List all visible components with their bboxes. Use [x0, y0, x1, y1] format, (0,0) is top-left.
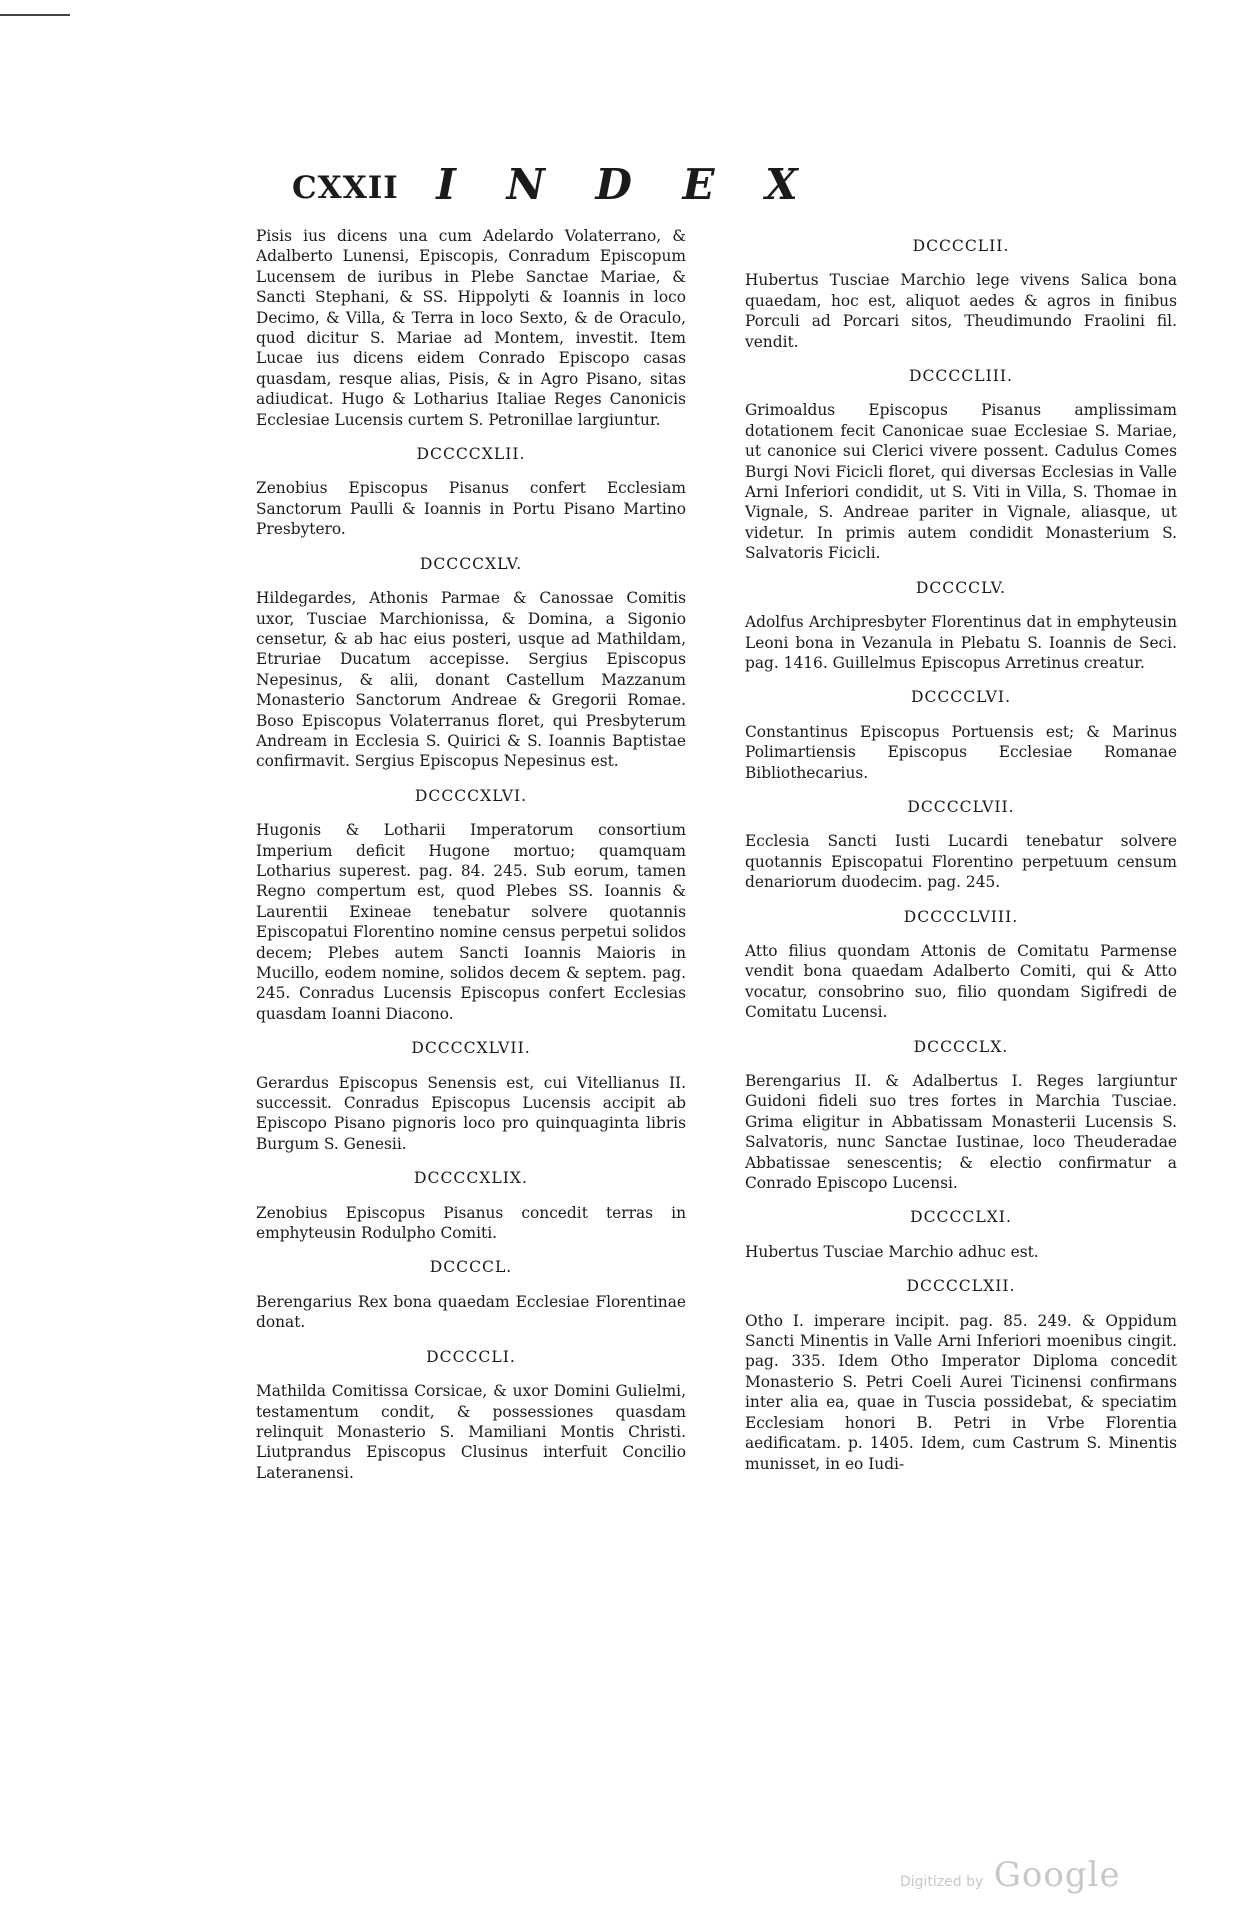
entry-number: DCCCCXLII. [416, 445, 526, 464]
page-number: CXXII [292, 170, 399, 206]
index-entry [745, 366, 1177, 564]
entry-text: Hugonis & Lotharii Imperatorum consortium Imperium deficit Hugone mortuo; quamquam Lotharius superest. pag. 84. 245. Sub eorum, tamen Regno compertum est, quod Plebes SS. Ioannis & Laurentii Exineae tenebatur solvere quotannis Episcopatui Florentino nomine census perpetui solidos decem; Plebes autem Sancti Ioannis Maioris in Mucillo, eodem nomine, solidos decem & septem. pag. 245. Conradus Lucensis Episcopus confert Ecclesias quasdam Ioanni Diacono. [256, 821, 686, 1023]
index-entry [256, 226, 686, 430]
index-entry [745, 907, 1177, 1023]
entry-text: Zenobius Episcopus Pisanus confert Ecclesiam Sanctorum Paulli & Ioannis in Portu Pisano Martino Presbytero. [256, 479, 686, 539]
entry-number: DCCCCLXII. [906, 1277, 1016, 1296]
page-title: I N D E X [436, 160, 816, 209]
index-entry [745, 797, 1177, 893]
entry-text: Berengarius Rex bona quaedam Ecclesiae Florentinae donat. [256, 1292, 686, 1332]
entry-text: Hubertus Tusciae Marchio lege vivens Salica bona quaedam, hoc est, aliquot aedes & agros in finibus Porculi ad Porcari sitos, Theudimundo Fraolini fil. vendit. [745, 271, 1177, 351]
entry-number: DCCCCXLIX. [414, 1169, 528, 1188]
index-entry [745, 1037, 1177, 1194]
entry-text: Berengarius II. & Adalbertus I. Reges largiuntur Guidoni fideli suo tres fortes in Marchia Tusciae. Grima eligitur in Abbatissam Monasterii Lucensis S. Salvatoris, nunc Sanctae Iustinae, loco Theuderadae Abbatissae senescentis; & electio confirmatur a Conrado Episcopo Lucensi. [745, 1072, 1177, 1193]
entry-number: DCCCCXLV. [419, 554, 523, 573]
index-entry [256, 554, 686, 772]
index-entry [256, 1038, 686, 1154]
entry-number: DCCCCLI. [426, 1347, 516, 1366]
entry-text: Gerardus Episcopus Senensis est, cui Vitellianus II. successit. Conradus Episcopus Lucensis accipit ab Episcopo Pisano pignoris loco pro quinquaginta libris Burgum S. Genesii. [256, 1073, 686, 1153]
index-entry [745, 236, 1177, 352]
entry-number: DCCCCL. [429, 1258, 513, 1277]
index-entry [745, 1276, 1177, 1474]
index-entry [745, 1207, 1177, 1262]
entry-number: DCCCCXLVI. [414, 786, 528, 805]
index-entry [745, 687, 1177, 783]
top-rule [0, 14, 70, 16]
left-column [256, 226, 686, 1497]
entry-number: DCCCCLII. [912, 237, 1010, 255]
index-entry [256, 444, 686, 540]
entry-number: DCCCCLIII. [908, 367, 1014, 386]
entry-number: DCCCCLX. [913, 1037, 1009, 1056]
index-entry [256, 1257, 686, 1332]
entry-text: Otho I. imperare incipit. pag. 85. 249. & Oppidum Sancti Minentis in Valle Arni Inferiori moenibus cingit. pag. 335. Idem Otho Imperator Diploma concedit Monasterio S. Petri Coeli Aurei Ticinensi confirmans inter alia ea, quae in Tuscia possidebat, & speciatim Ecclesiam honori B. Petri in Vrbe Florentia aedificatam. p. 1405. Idem, cum Castrum S. Minentis munisset, in eo Iudi- [745, 1311, 1177, 1473]
entry-number: DCCCCLXI. [910, 1208, 1012, 1227]
index-entry [256, 1347, 686, 1483]
entry-text: Mathilda Comitissa Corsicae, & uxor Domini Gulielmi, testamentum condit, & possessiones quasdam relinquit Monasterio S. Mamiliani Montis Christi. Liutprandus Episcopus Clusinus interfuit Concilio Lateranensi. [256, 1382, 686, 1482]
entry-text: Atto filius quondam Attonis de Comitatu Parmense vendit bona quaedam Adalberto Comiti, qui & Atto vocatur, consobrino suo, filio quondam Sigifredi de Comitatu Lucensi. [745, 941, 1177, 1022]
index-entry [256, 1168, 686, 1243]
entry-text: Grimoaldus Episcopus Pisanus amplissimam dotationem fecit Canonicae suae Ecclesiae S. Mariae, ut canonice sui Clerici vivere possent. Cadulus Comes Burgi Novi Ficicli floret, qui diversas Ecclesias in Valle Arni Inferiori condidit, ut S. Viti in Villa, S. Thomae in Vignale, S. Andreae pariter in Vignale, aliasque, ut videtur. In primis autem condidit Monasterium S. Salvatoris Ficicli. [745, 401, 1177, 563]
entry-text: Hildegardes, Athonis Parmae & Canossae Comitis uxor, Tusciae Marchionissa, & Domina, a Sigonio censetur, & ab hac eius posteri, usque ad Mathildam, Etruriae Ducatum accepisse. Sergius Episcopus Nepesinus, & alii, donant Castellum Mazzanum Monasterio Sanctorum Andreae & Gregorii Romae. Boso Episcopus Volaterranus floret, qui Presbyterum Andream in Ecclesia S. Quirici & S. Ioannis Baptistae confirmavit. Sergius Episcopus Nepesinus est. [256, 589, 686, 771]
entry-text: Hubertus Tusciae Marchio adhuc est. [745, 1242, 1039, 1261]
watermark-brand: Google [993, 1855, 1121, 1895]
right-column [745, 226, 1177, 1488]
index-entry [745, 578, 1177, 674]
entry-number: DCCCCLVIII. [903, 907, 1019, 926]
entry-text: Ecclesia Sancti Iusti Lucardi tenebatur solvere quotannis Episcopatui Florentino perpetuum censum denariorum duodecim. pag. 245. [745, 832, 1177, 892]
index-entry [256, 786, 686, 1024]
entry-number: DCCCCXLVII. [411, 1039, 531, 1058]
entry-text: Adolfus Archipresbyter Florentinus dat in emphyteusin Leoni bona in Vezanula in Plebatu S. Ioannis de Seci. pag. 1416. Guillelmus Episcopus Arretinus creatur. [745, 613, 1177, 672]
entry-text: Pisis ius dicens una cum Adelardo Volaterrano, & Adalberto Lunensi, Episcopis, Conradum Episcopum Lucensem de iuribus in Plebe Sanctae Mariae, & Sancti Stephani, & SS. Hippolyti & Ioannis in loco Decimo, & Villa, & Terra in loco Sexto, & de Oraculo, quod dicitur S. Mariae ad Montem, investit. Item Lucae ius dicens eidem Conrado Episcopo casas quasdam, resque alias, Pisis, & in Agro Pisano, sitas adiudicat. Hugo & Lotharius Italiae Reges Canonicis Ecclesiae Lucensis curtem S. Petronillae largiuntur. [256, 227, 686, 429]
entry-number: DCCCCLV. [915, 578, 1007, 597]
watermark-prefix: Digitized by [900, 1874, 984, 1890]
entry-number: DCCCCLVI. [910, 688, 1012, 707]
entry-text: Zenobius Episcopus Pisanus concedit terras in emphyteusin Rodulpho Comiti. [256, 1203, 686, 1243]
entry-number: DCCCCLVII. [907, 797, 1015, 816]
watermark [900, 1855, 1121, 1895]
entry-text: Constantinus Episcopus Portuensis est; & Marinus Polimartiensis Episcopus Ecclesiae Romanae Bibliothecarius. [745, 722, 1177, 782]
